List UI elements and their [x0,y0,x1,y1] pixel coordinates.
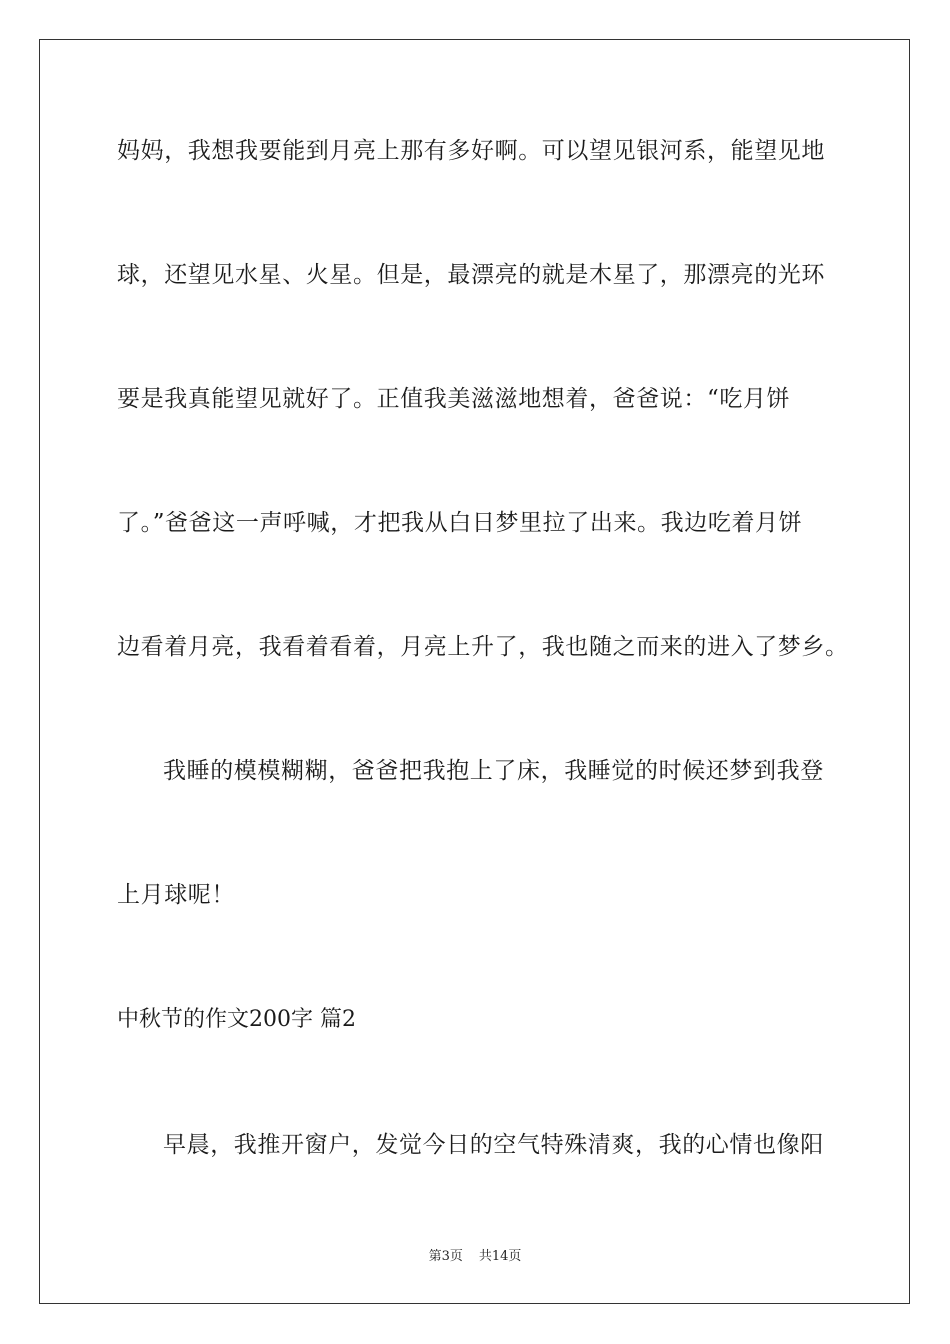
body-line-6: 我睡的模模糊糊，爸爸把我抱上了床，我睡觉的时候还梦到我登 [163,758,824,784]
section-heading: 中秋节的作文200字 篇2 [117,1007,356,1032]
body-line-4: 了。”爸爸这一声呼喊，才把我从白日梦里拉了出来。我边吃着月饼 [117,510,803,536]
page-total: 共14页 [478,1249,522,1264]
body-line-8: 早晨，我推开窗户，发觉今日的空气特殊清爽，我的心情也像阳 [163,1132,824,1158]
page-footer [0,1248,950,1266]
body-line-1: 妈妈，我想我要能到月亮上那有多好啊。可以望见银河系，能望见地 [117,138,825,164]
body-line-7: 上月球呢！ [117,882,235,908]
page-number: 第3页 [428,1249,463,1264]
body-line-3: 要是我真能望见就好了。正值我美滋滋地想着，爸爸说：“吃月饼 [117,386,791,412]
body-line-5: 边看着月亮，我看着看着，月亮上升了，我也随之而来的进入了梦乡。 [117,634,849,660]
body-line-2: 球，还望见水星、火星。但是，最漂亮的就是木星了，那漂亮的光环 [117,262,825,288]
page-frame [39,39,910,1304]
